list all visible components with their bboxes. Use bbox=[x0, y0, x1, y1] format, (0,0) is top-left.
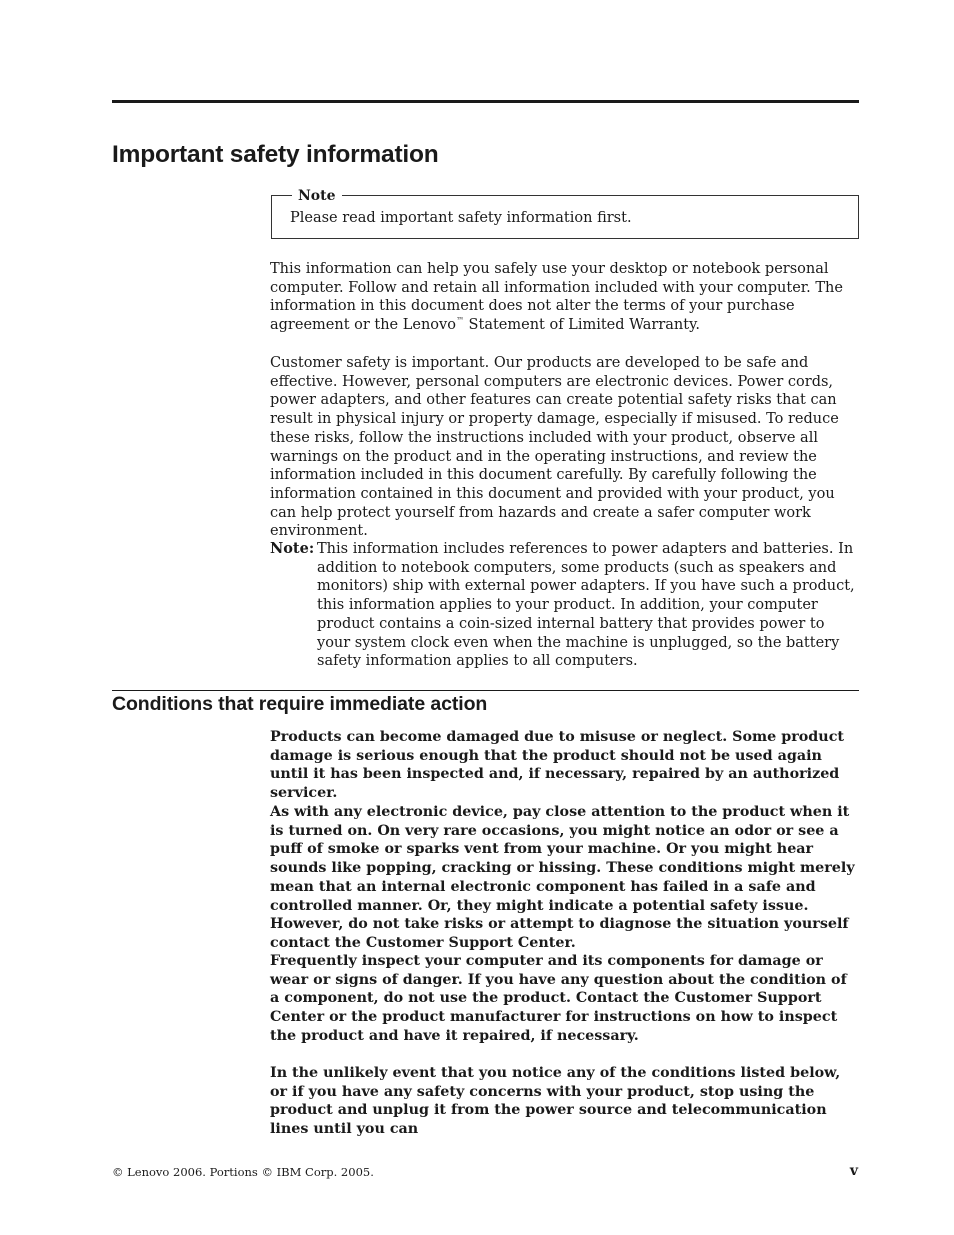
section-heading: Conditions that require immediate action bbox=[112, 693, 488, 715]
top-rule bbox=[112, 100, 859, 103]
footer-page-number: v bbox=[849, 1163, 858, 1179]
note-box-text: Please read important safety information first. bbox=[290, 210, 632, 226]
footer-copyright: © Lenovo 2006. Portions © IBM Corp. 2005. bbox=[112, 1165, 374, 1179]
conditions-paragraph-2: As with any electronic device, pay close attention to the product when it is turned on. On very rare occasions, you might notice an odor or see a puff of smoke or sparks vent from your machine. Or you might hear sounds like popping, cracking or hissing. These conditions might merely mean that an internal electronic component has failed in a safe and controlled manner. Or, they might indicate a potential safety issue. However, do not take risks or attempt to diagnose the situation yourself contact the Customer Support Center. bbox=[270, 804, 855, 951]
intro-paragraph-2: Customer safety is important. Our products are developed to be safe and effective. However, personal computers are electronic devices. Power cords, power adapters, and other features can create potential safety risks that can result in physical injury or property damage, especially if misused. To reduce these risks, follow the instructions included with your product, observe all warnings on the product and in the operating instructions, and review the information included in this document carefully. By carefully following the information contained in this document and provided with your product, you can help protect yourself from hazards and create a safer computer work environment. bbox=[270, 355, 839, 540]
inline-note bbox=[270, 540, 860, 671]
conditions-paragraph-4: In the unlikely event that you notice any of the conditions listed below, or if you have any safety concerns with your product, stop using the product and unplug it from the power source and telecommunication lines until you can bbox=[270, 1065, 841, 1138]
conditions-paragraph-1: Products can become damaged due to misuse or neglect. Some product damage is serious enough that the product should not be used again until it has been inspected and, if necessary, repaired by an authorized servicer. bbox=[270, 729, 844, 802]
note-box-label: Note bbox=[292, 188, 342, 204]
intro-paragraph-1-tail: Statement of Limited Warranty. bbox=[463, 317, 700, 334]
inline-note-text: This information includes references to power adapters and batteries. In addition to notebook computers, some products (such as speakers and monitors) ship with external power adapters. If you have such a product, this information applies to your product. In addition, your computer product contains a coin-sized internal battery that provides power to your system clock even when the machine is unplugged, so the battery safety information applies to all computers. bbox=[317, 541, 855, 670]
inline-note-label: Note: bbox=[270, 540, 315, 557]
trademark-symbol: ™ bbox=[455, 316, 464, 326]
section-rule bbox=[112, 690, 859, 691]
conditions-paragraph-3: Frequently inspect your computer and its components for damage or wear or signs of danger. If you have any question about the condition of a component, do not use the product. Contact the Customer Support Center or the product manufacturer for instructions on how to inspect the product and have it repaired, if necessary. bbox=[270, 953, 847, 1044]
note-box bbox=[271, 188, 859, 239]
intro-paragraph-1-text: This information can help you safely use your desktop or notebook personal computer. Follow and retain all information included with your computer. The information in this document does not alter the terms of your purchase agreement or the Lenovo bbox=[270, 261, 843, 334]
page-title: Important safety information bbox=[112, 141, 439, 168]
intro-paragraph-1 bbox=[270, 260, 860, 335]
